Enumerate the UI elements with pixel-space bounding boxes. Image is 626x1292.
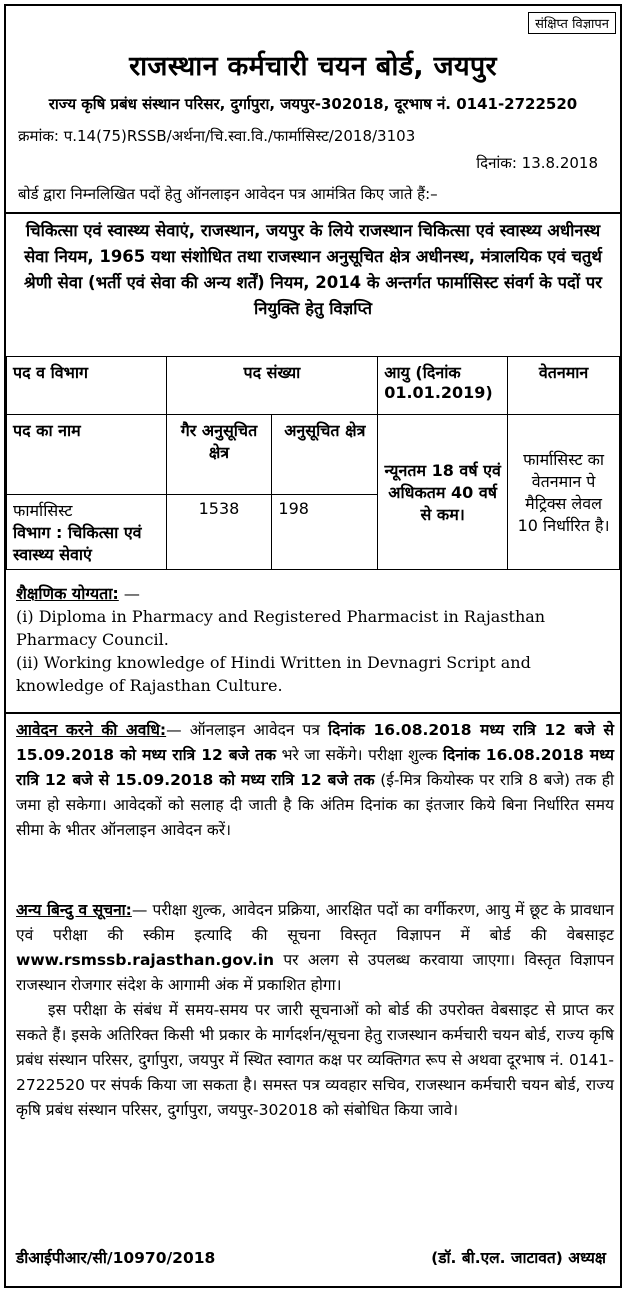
- post-name-label: पद का नाम: [7, 415, 167, 495]
- divider: [6, 212, 620, 214]
- qualifications-section: [16, 582, 616, 697]
- pay-scale: फार्मासिस्ट का वेतनमान पे मैट्रिक्स लेवल 10 निर्धारित है।: [508, 415, 620, 570]
- post-name: फार्मासिस्ट: [13, 501, 73, 520]
- qualifications-heading: शैक्षणिक योग्यता:: [16, 584, 119, 603]
- divider: [6, 712, 620, 714]
- scheduled-count: 198: [272, 495, 378, 570]
- application-period-heading: आवेदन करने की अवधि:: [16, 721, 167, 739]
- table-header-row: [7, 357, 620, 415]
- application-period-section: [16, 718, 614, 843]
- non-scheduled-count: 1538: [166, 495, 272, 570]
- other-info-section: [16, 898, 614, 1123]
- reference-number: क्रमांक: प.14(75)RSSB/अर्थना/चि.स्वा.वि./फार्मासिस्ट/2018/3103: [18, 127, 416, 145]
- scheduled-header: अनुसूचित क्षेत्र: [272, 415, 378, 495]
- posts-table: [6, 356, 620, 570]
- contact-paragraph: इस परीक्षा के संबंध में समय-समय पर जारी सूचनाओं को बोर्ड की उपरोक्त वेबसाइट से प्राप्त कर सकते हैं। इसके अतिरिक्त किसी भी प्रकार के मार्गदर्शन/सूचना हेतु राजस्थान कर्मचारी चयन बोर्ड, राज्य कृषि प्रबंध संस्थान परिसर, दुर्गापुरा, जयपुर में स्थित स्वागत कक्ष पर व्यक्तिगत रूप से अथवा दूरभाष नं. 0141-2722520 पर संपर्क किया जा सकता है। समस्त पत्र व्यवहार सचिव, राजस्थान कर्मचारी चयन बोर्ड, राज्य कृषि प्रबंध संस्थान परिसर, दुर्गापुरा, जयपुर-302018 को संबोधित किया जावे।: [16, 1001, 614, 1119]
- qualifications-dash: —: [118, 584, 140, 603]
- period-text: — ऑनलाइन आवेदन पत्र: [166, 721, 329, 739]
- header-pay: वेतनमान: [508, 357, 620, 415]
- dipr-number: डीआईपीआर/सी/10970/2018: [16, 1249, 216, 1267]
- fee-dates: दिनांक 16.08.2018 मध्य रात्रि 12 बजे से 15.09.2018 को मध्य रात्रि 12 बजे तक: [16, 746, 614, 789]
- period-text: भरे जा सकेंगे। परीक्षा शुल्क: [275, 746, 443, 764]
- period-dates: दिनांक 16.08.2018 मध्य रात्रि 12 बजे से 15.09.2018 को मध्य रात्रि 12 बजे तक: [16, 721, 614, 764]
- other-info-heading: अन्य बिन्दु व सूचना:: [16, 901, 132, 919]
- board-address: राज्य कृषि प्रबंध संस्थान परिसर, दुर्गापुरा, जयपुर-302018, दूरभाष नं. 0141-2722520: [48, 95, 578, 113]
- age-limit: न्यूनतम 18 वर्ष एवं अधिकतम 40 वर्ष से कम।: [378, 415, 508, 570]
- board-title: राजस्थान कर्मचारी चयन बोर्ड, जयपुर: [129, 51, 497, 82]
- issue-date: दिनांक: 13.8.2018: [476, 154, 598, 172]
- period-text: (ई-मित्र कियोस्क पर रात्रि 8 बजे) तक ही जमा हो सकेगा। आवेदकों को सलाह दी जाती है कि अंतिम दिनांक का इंतजार किये बिना निर्धारित समय सीमा के भीतर ऑनलाइन आवेदन करें।: [16, 771, 614, 839]
- post-cell: [7, 495, 167, 570]
- notice-text: चिकित्सा एवं स्वास्थ्य सेवाएं, राजस्थान, जयपुर के लिये राजस्थान चिकित्सा एवं स्वास्थ्य अधीनस्थ सेवा नियम, 1965 यथा संशोधित तथा राजस्थान अनुसूचित क्षेत्र अधीनस्थ, मंत्रालयिक एवं चतुर्थ श्रेणी सेवा (भर्ती एवं सेवा की अन्य शर्तें) नियम, 2014 के अन्तर्गत फार्मासिस्ट संवर्ग के पदों पर नियुक्ति हेतु विज्ञप्ति: [24, 221, 602, 318]
- advertisement-page: [4, 4, 622, 1288]
- short-advertisement-tag: संक्षिप्त विज्ञापन: [528, 12, 616, 34]
- qualification-item: (ii) Working knowledge of Hindi Written in Devnagri Script and knowledge of Rajasthan Culture.: [16, 653, 531, 695]
- other-info-text: पर अलग से उपलब्ध करवाया जाएगा। विस्तृत विज्ञापन राजस्थान रोजगार संदेश के आगामी अंक में प्रकाशित होगा।: [16, 951, 614, 994]
- department-name: विभाग : चिकित्सा एवं स्वास्थ्य सेवाएं: [13, 523, 142, 564]
- website-link[interactable]: www.rsmssb.rajasthan.gov.in: [16, 951, 275, 969]
- header-post: पद व विभाग: [7, 357, 167, 415]
- non-scheduled-header: गैर अनुसूचित क्षेत्र: [166, 415, 272, 495]
- other-info-text: — परीक्षा शुल्क, आवेदन प्रक्रिया, आरक्षित पदों का वर्गीकरण, आयु में छूट के प्रावधान एवं परीक्षा की स्कीम इत्यादि की सूचना विस्तृत विज्ञापन में बोर्ड की वेबसाइट: [16, 901, 615, 944]
- qualification-item: (i) Diploma in Pharmacy and Registered Pharmacist in Rajasthan Pharmacy Council.: [16, 607, 546, 649]
- header-age: आयु (दिनांक 01.01.2019): [378, 357, 508, 415]
- signatory: (डॉ. बी.एल. जाटावत) अध्यक्ष: [431, 1249, 606, 1267]
- table-subheader-row: [7, 415, 620, 495]
- intro-text: बोर्ड द्वारा निम्नलिखित पदों हेतु ऑनलाइन आवेदन पत्र आमंत्रित किए जाते हैं:–: [18, 185, 438, 203]
- header-count: पद संख्या: [166, 357, 378, 415]
